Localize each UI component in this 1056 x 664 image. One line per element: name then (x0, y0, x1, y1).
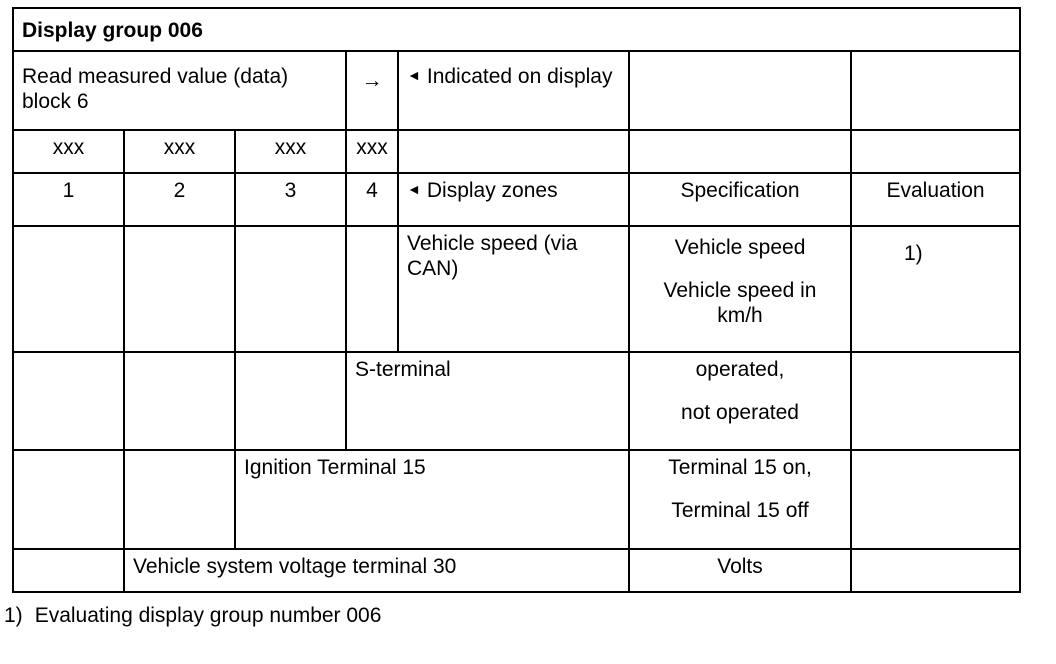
v-empty-1 (13, 549, 124, 592)
display-group-table (12, 7, 1021, 593)
footnote (4, 604, 381, 628)
xxx-row (13, 130, 1020, 173)
zone-2-number: 2 (124, 173, 235, 226)
ig-empty-2 (124, 450, 235, 549)
vs-empty-2 (124, 226, 235, 352)
evaluation-header: Evaluation (851, 173, 1020, 226)
zone-1-value: xxx (13, 130, 124, 173)
display-zones-label: Display zones (426, 179, 558, 202)
ignition-row (13, 450, 1020, 549)
indicated-cell (398, 51, 629, 130)
arrow-cell (346, 51, 398, 130)
ignition-label: Ignition Terminal 15 (235, 450, 629, 549)
vehicle-speed-evaluation: 1) (851, 226, 1020, 352)
vehicle-speed-row (13, 226, 1020, 352)
vs-empty-1 (13, 226, 124, 352)
voltage-label: Vehicle system voltage terminal 30 (124, 549, 629, 592)
st-empty-2 (124, 352, 235, 450)
footnote-text: Evaluating display group number 006 (34, 604, 382, 627)
footnote-marker: 1) (4, 604, 23, 627)
zone-4-number: 4 (346, 173, 398, 226)
left-pointer-icon: ◄ (407, 181, 421, 197)
vehicle-speed-spec (629, 226, 851, 352)
ig-eval-empty (851, 450, 1020, 549)
ignition-spec (629, 450, 851, 549)
specification-header: Specification (629, 173, 851, 226)
s-terminal-spec (629, 352, 851, 450)
right-arrow-icon: → (361, 69, 383, 92)
zone-1-number: 1 (13, 173, 124, 226)
st-eval-empty (851, 352, 1020, 450)
vs-empty-3 (235, 226, 346, 352)
left-pointer-icon: ◄ (407, 67, 421, 83)
s-terminal-row (13, 352, 1020, 450)
v-eval-empty (851, 549, 1020, 592)
vehicle-speed-label: Vehicle speed (via CAN) (398, 226, 629, 352)
ig-empty-1 (13, 450, 124, 549)
header-row (13, 51, 1020, 130)
table-title: Display group 006 (13, 8, 1020, 51)
xxx-empty-3 (851, 130, 1020, 173)
st-empty-1 (13, 352, 124, 450)
xxx-empty-2 (629, 130, 851, 173)
vehicle-speed-spec-line1: Vehicle speed (674, 236, 806, 259)
title-row (13, 8, 1020, 51)
header-eval-empty (851, 51, 1020, 130)
zones-row (13, 173, 1020, 226)
zone-3-value: xxx (235, 130, 346, 173)
ignition-spec-line2: Terminal 15 off (671, 499, 809, 523)
zone-2-value: xxx (124, 130, 235, 173)
xxx-empty-1 (398, 130, 629, 173)
read-block-cell: Read measured value (data) block 6 (13, 51, 346, 130)
s-terminal-spec-line2: not operated (681, 401, 799, 425)
voltage-spec: Volts (629, 549, 851, 592)
zone-4-value: xxx (346, 130, 398, 173)
vs-empty-4 (346, 226, 398, 352)
s-terminal-spec-line1: operated, (695, 358, 785, 381)
vehicle-speed-spec-line2: Vehicle speed in km/h (663, 279, 817, 328)
zone-3-number: 3 (235, 173, 346, 226)
s-terminal-label: S-terminal (346, 352, 629, 450)
ignition-spec-line1: Terminal 15 on, (668, 456, 812, 479)
voltage-row (13, 549, 1020, 592)
display-zones-cell (398, 173, 629, 226)
indicated-text: Indicated on display (426, 65, 613, 88)
st-empty-3 (235, 352, 346, 450)
header-spec-empty (629, 51, 851, 130)
